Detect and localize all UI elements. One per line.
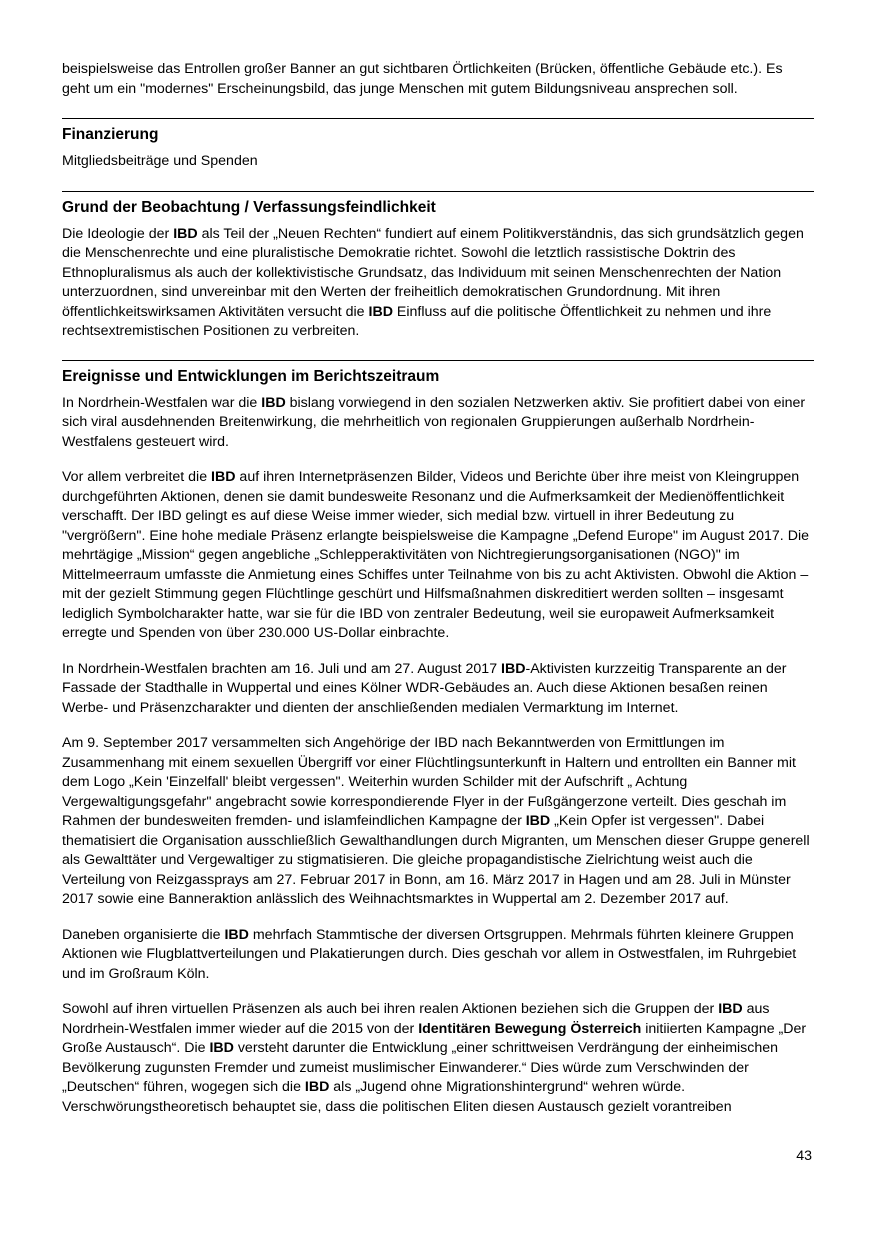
page-number: 43 <box>796 1148 812 1164</box>
section-financing <box>62 118 814 172</box>
ibd-term: IBD <box>261 394 286 411</box>
financing-heading: Finanzierung <box>62 126 159 143</box>
text-run: Am 9. September 2017 versammelten sich Angehörige der IBD nach Bekanntwerden von Ermittlungen im Zusammenhang mit einem sexuellen Übergriff vor einer Flüchtlingsunterkunft in Haltern und entrollten ein Banner mit dem Logo „Kein 'Einzelfall' bleibt vergessen". Weiterhin wurden Schilder mit der Aufschrift „ Achtung Vergewaltigungsgefahr" angebracht sowie korrespondierende Flyer in der Fußgängerzone verteilt. Dies geschah im Rahmen der bundesweiten fremden- und islamfeindlichen Kampagne der <box>62 735 796 829</box>
text-run: Vor allem verbreitet die <box>62 469 212 485</box>
text-run: als Teil der „Neuen Rechten“ fundiert auf einem Politikverständnis, das sich grundsätzlich gegen die Menschenrechte und eine pluralistische Demokratie richtet. Sowohl die letztlich rassistische Doktrin des Ethnopluralismus als auch der kollektivistische Grundsatz, das Individuum mit seinen Menschenrechten der Nation unterzuordnen, sind unvereinbar mit den Werten der freiheitlich demokratischen Grundordnung. Mit ihren öffentlichkeitswirksamen Aktivitäten versucht die <box>62 225 804 320</box>
ibd-term: IBD <box>209 1040 234 1056</box>
text-run: Einfluss auf die politische Öffentlichkeit zu nehmen und ihre rechtsextremistischen Positionen zu verbreiten. <box>62 303 772 339</box>
ibd-term: IBD <box>224 926 249 943</box>
text-run: auf ihren Internetpräsenzen Bilder, Videos und Berichte über ihre meist von Kleingruppen durchgeführten Aktionen, denen sie damit bundesweite Resonanz und die Aufmerksamkeit der Medienöffentlichkeit verschafft. Der IBD gelingt es auf diese Weise immer wieder, sich medial bzw. virtuell in ihrer Bedeutung zu "vergrößern". Eine hohe mediale Präsenz erlangte beispielsweise die Kampagne „Defend Europe" im August 2017. Die mehrtägige „Mission“ gegen angebliche „Schlepperaktivitäten von Nichtregierungsorganisationen (NGO)" im Mittelmeerraum umfasste die Anmietung eines Schiffes unter Teilnahme von bis zu acht Aktivisten. Obwohl die Aktion – mit der gezielt Stimmung gegen Flüchtlinge geschürt und Hilfsmaßnahmen diskreditiert werden sollten – insgesamt lediglich Symbolcharakter hatte, war sie für die IBD von zentraler Bedeutung, weil sie europaweit Aufmerksamkeit erregte und Spenden von über 230.000 US-Dollar einbrachte. <box>62 469 809 641</box>
text-run: „Kein Opfer ist vergessen". Dabei thematisiert die Organisation ausschließlich Gewalthandlungen durch Migranten, um Menschen dieser Gruppe generell als Gewalttäter und Vergewaltiger zu stigmatisieren. Die gleiche propagandistische Zielrichtung weist auch die Verteilung von Reizgassprays am 27. Februar 2017 in Bonn, am 16. März 2017 in Hagen und am 28. Juli in Münster 2017 sowie eine Banneraktion anlässlich des Weihnachtsmarktes in Wuppertal am 2. Dezember 2017 auf. <box>62 813 810 907</box>
text-run: Sowohl auf ihren virtuellen Präsenzen als auch bei ihren realen Aktionen beziehen sich die Gruppen der <box>62 1001 719 1017</box>
text-run: -Aktivisten kurzzeitig Transparente an der Fassade der Stadthalle in Wuppertal und eines Kölner WDR-Gebäudes an. Auch diese Aktionen besaßen reinen Werbe- und Präsenzcharakter und dienten der anschließenden medialen Vermarktung im Internet. <box>62 660 787 716</box>
ibd-term: IBD <box>718 1001 743 1017</box>
ibd-term: IBD <box>173 225 198 242</box>
events-paragraph-6 <box>62 1000 814 1117</box>
text-run: Die Ideologie der <box>62 225 174 242</box>
text-run: In Nordrhein-Westfalen war die <box>62 394 262 411</box>
intro-paragraph: beispielsweise das Entrollen großer Banner an gut sichtbaren Örtlichkeiten (Brücken, öffentliche Gebäude etc.). Es geht um ein "modernes" Erscheinungsbild, das junge Menschen mit gutem Bildungsniveau ansprechen soll. <box>62 61 783 97</box>
text-run: aus Nordrhein-Westfalen immer wieder auf die 2015 von der <box>62 1001 770 1037</box>
events-paragraph-4 <box>62 734 814 910</box>
text-run: als „Jugend ohne Migrationshintergrund“ wehren würde. Verschwörungstheoretisch behauptet sie, dass die politischen Eliten diesen Austausch gezielt vorantreiben <box>62 1079 732 1115</box>
events-paragraph-5 <box>62 926 814 985</box>
ibd-term: IBD <box>368 303 393 320</box>
ibd-term: IBD <box>501 660 526 677</box>
text-run: Daneben organisierte die <box>62 926 225 943</box>
events-paragraph-1 <box>62 394 814 453</box>
ibd-term: IBD <box>211 469 236 485</box>
observation-paragraph <box>62 225 814 342</box>
document-page <box>62 60 814 1117</box>
events-heading: Ereignisse und Entwicklungen im Berichtszeitraum <box>62 367 440 385</box>
financing-text: Mitgliedsbeiträge und Spenden <box>62 153 258 169</box>
text-run: initiierten Kampagne „Der Große Austausch“. Die <box>62 1020 807 1056</box>
events-paragraph-2 <box>62 468 814 644</box>
events-paragraph-3 <box>62 660 814 719</box>
text-run: bislang vorwiegend in den sozialen Netzwerken aktiv. Sie profitiert dabei von einer sich viral ausdehnenden Breitenwirkung, die mehrheitlich von regionalen Gruppierungen außerhalb Nordrhein-Westfalens gesteuert wird. <box>62 394 806 450</box>
section-observation <box>62 191 814 342</box>
text-run: In Nordrhein-Westfalen brachten am 16. Juli und am 27. August 2017 <box>62 660 502 677</box>
ibd-term: IBD <box>525 813 551 829</box>
section-events <box>62 360 814 1118</box>
organization-name: Identitären Bewegung Österreich <box>418 1020 642 1037</box>
text-run: versteht darunter die Entwicklung „einer schrittweisen Verdrängung der einheimischen Bevölkerung zugunsten Fremder und zumeist muslimischer Einwanderer.“ Dies würde zum Verschwinden der „Deutschen“ führen, wogegen sich die <box>62 1040 779 1095</box>
ibd-term: IBD <box>304 1079 330 1095</box>
text-run: mehrfach Stammtische der diversen Ortsgruppen. Mehrmals führten kleinere Gruppen Aktionen wie Flugblattverteilungen und Plakatierungen durch. Dies geschah vor allem in Ostwestfalen, im Ruhrgebiet und im Großraum Köln. <box>62 926 797 982</box>
observation-heading: Grund der Beobachtung / Verfassungsfeindlichkeit <box>62 198 436 216</box>
